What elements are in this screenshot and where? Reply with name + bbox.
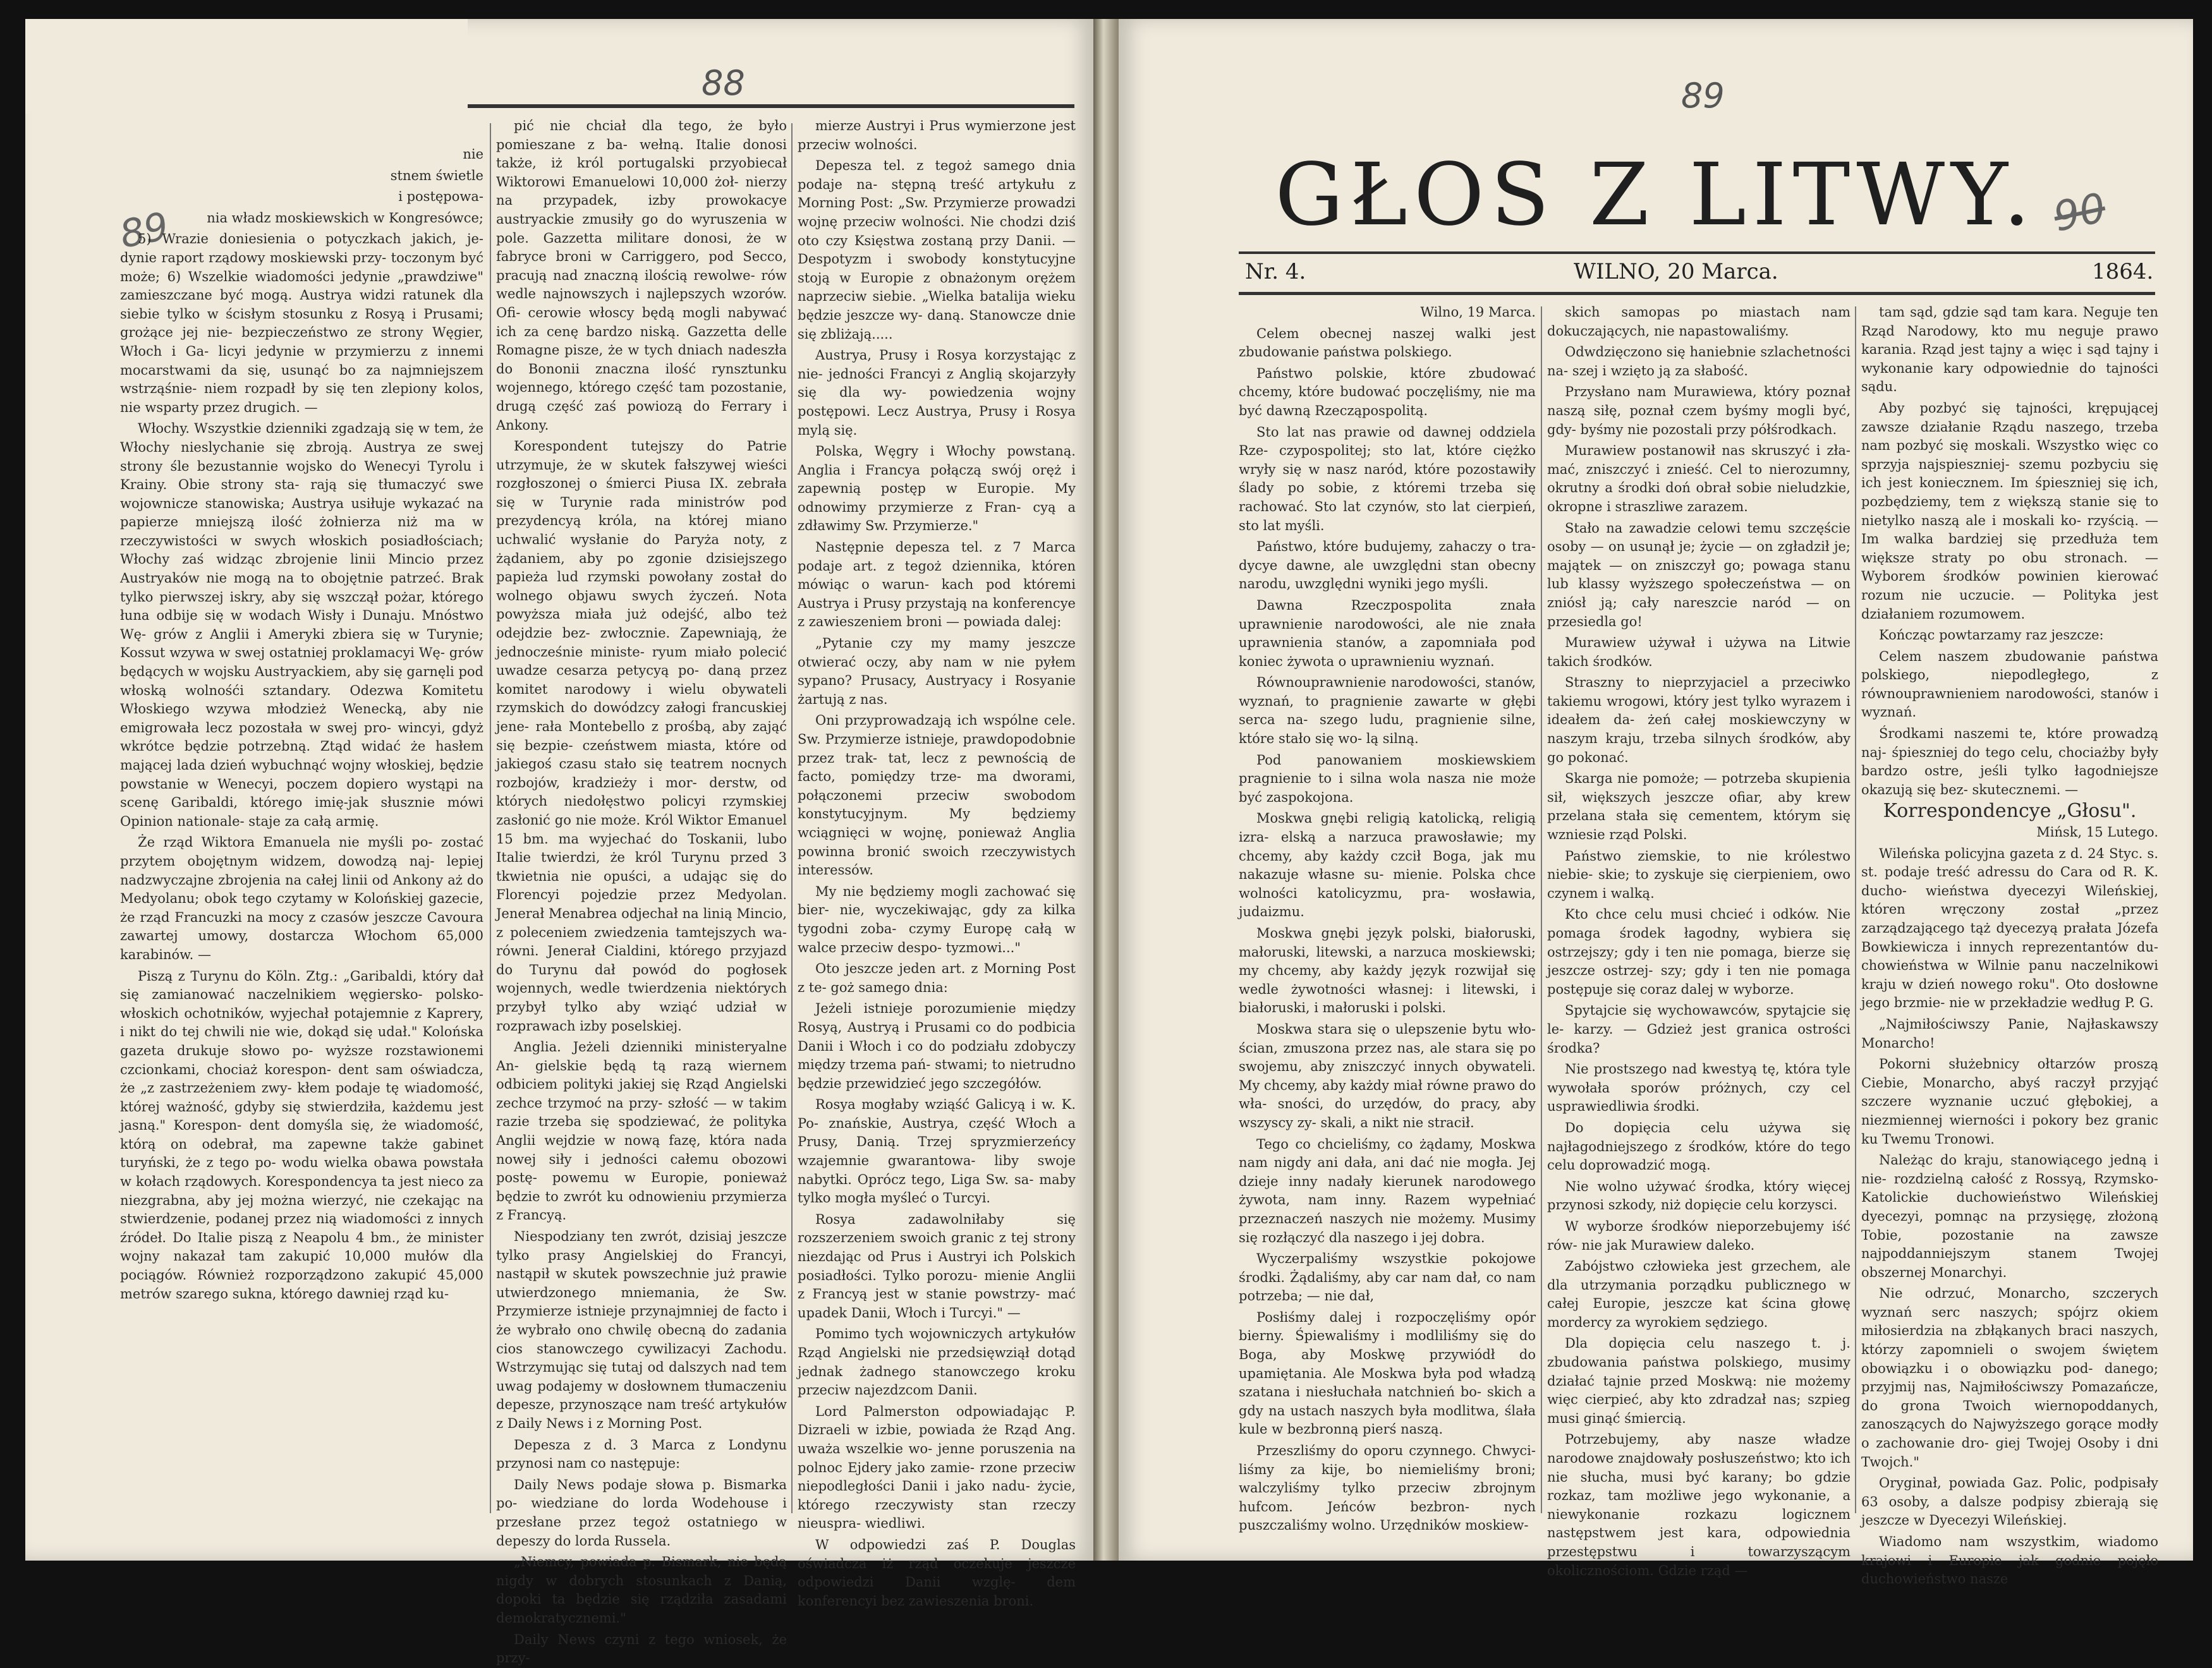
torn-area [25,19,468,114]
paragraph: Należąc do kraju, stanowiącego jedną i nie- rozdzielną całość z Rossyą, Rzymsko-Katolickie duchowieństwo Wileńskiej dyecezyi, pomnąc na przysięgę, złożoną Tobie, pozostanie na zawsze najpoddanniejszym stanem Twojej obszernej Monarchyi. [1861,1152,2158,1280]
paragraph: Do dopięcia celu używa się najłagodniejszego z środków, które do tego celu doprowadzić mogą. [1547,1120,1850,1173]
column-rule [791,123,793,1513]
paragraph: Wyczerpaliśmy wszystkie pokojowe środki. Żądaliśmy, aby car nam dał, co nam potrzeba; — nie dał, [1239,1251,1536,1304]
paragraph: Aby pozbyć się tajności, krępującej zawsze działanie Rządu naszego, trzeba nam pozbyć się moskali. Wszystko więc co sprzyja najspieszniej- szemu pozbyciu się ich jest koniecznem. Im śpieszniej się ich, pozbędziemy, tem z większą stanie się to nietylko naszą ale i moskali ko- rzyścią. — Im walka bardziej się przedłuża tem większe straty po obu stronach. — Wyborem środków powinien kierować rozum nie uczucie. — Polityka jest działaniem rozumowem. [1861,400,2158,622]
paragraph: My nie będziemy mogli zachować się bier- nie, wyczekiwając, gdy za kilka tygodni zoba- czymy Europę całą w walce przeciw despo- tyzmowi..." [798,883,1076,955]
paragraph: Anglia. Jeżeli dzienniki ministeryalne An- gielskie będą tą razą wiernem odbiciem polityki jakiej się Rząd Angielski zechce trzymoć na przy- szłość — w takim razie trzeba się spodziewać, że polityka Anglii wejdzie w nową fazę, która nada nowej siły i jedności całemu obozowi postę- powemu w Europie, ponieważ będzie to zwrót ku odnowieniu przymierza z Francyą. [496,1039,787,1223]
paragraph: Depesza tel. z tegoż samego dnia podaje na- stępną treść artykułu z Morning Post: „Sw. Przymierze prowadzi wojnę przeciw wolności. Nie chodzi dziś oto czy Księstwa zostaną przy Danii. — Despotyzm i swobody konstytucyjne stoją w Europie z obnażonym orężem naprzeciw siebie. „Wielka batalija wieku będzie jeszcze wy- daną. Stanowcze dnie się zbliżają..... [798,158,1076,342]
paragraph: Jeżeli istnieje porozumienie między Rosyą, Austryą i Prusami co do podbicia Danii i Włoch i co do podziału zdobyczy między trzema pań- stwami; to nietrudno będzie przewidzieć jego szczegółów. [798,1001,1076,1091]
paragraph: Przysłano nam Murawiewa, który poznał naszą siłę, poznał czem byśmy mogli być, gdy- byśmy nie pozostali przy półśrodkach. [1547,384,1850,437]
paragraph: W odpowiedzi zaś P. Douglas oświadcza iż rząd oczekuje jeszcze odpowiedzi Danii wzglę- dem konferencyi bez zawieszenia broni. [798,1537,1076,1609]
paragraph: Odwdzięczono się haniebnie szlachetności na- szej i wzięto ją za słabość. [1547,344,1850,378]
paragraph: Piszą z Turynu do Köln. Ztg.: „Garibaldi, który dał się zamianować naczelnikiem węgiersko- polsko-włoskich ochotników, wyjechał potajemnie z Kaprery, i nikt do tej chwili nie wie, dokąd się udał." Kolońska gazeta drukuje słowo po- wyższe rozstawionemi czcionkami, chociaż korespon- dent sam oświadcza, że „z zastrzeżeniem zwy- kłem podaje tę wiadomość, której ważność, gdyby się stwierdziła, każdemu jest jasną." Korespon- dent domyśla się, że wiadomość, którą on odebrał, ma zapewne także gabinet turyński, że z tego po- wodu wielka obawa powstała w kołach rządowych. Korespondencya ta jest nieco za niezgrabna, aby jej można wierzyć, nie czekając na stwierdzenie, podanej przez nią wiadomości z innych źródeł. Do Italie piszą z Neapolu 4 bm., że minister wojny nakazał tam zakupić 10,000 mułów dla pociągów. Również rozporządzono zakupić 45,000 metrów szarego sukna, którego dawniej rząd ku- [120,968,483,1302]
paragraph: Przeszliśmy do oporu czynnego. Chwyci- liśmy za kije, bo niemieliśmy broni; walczyliśmy tylko przeciw zbrojnym hufcom. Jeńców bezbron- nych puszczaliśmy wolno. Urzędników moskiew- [1239,1443,1536,1533]
paragraph: „Pytanie czy my mamy jeszcze otwierać oczy, aby nam w nie pyłem sypano? Prusacy, Austryacy i Rosyanie żartują z nas. [798,636,1076,707]
paragraph: Skarga nie pomoże; — potrzeba skupienia sił, większych jeszcze ofiar, aby krew przelana stała się cementem, którym się wzniesie rząd Polski. [1547,771,1850,843]
page-number: 89 [1681,76,1725,116]
paragraph: Niespodziany ten zwrót, dzisiaj jeszcze tylko prasy Angielskiej do Francyi, nastąpił w skutek powszechnie już prawie utwierdzonego mniemania, że Sw. Przymierze istnieje przynajmniej de facto i że wybrało ono chwilę obecną do zadania cios stanowczego cywilizacyi Zachodu. Wstrzymując się tutaj od dalszych nad tem uwag podajemy w dosłownem tłumaczeniu depesze, przynoszące nam treść artykułów z Daily News i z Morning Post. [496,1229,787,1431]
paragraph: Lord Palmerston odpowiadając P. Dizraeli w izbie, powiada że Rząd Ang. uważa wszelkie wo- jenne poruszenia na polnoc Ejdery jako zamie- rzone przeciw niepodległości Danii i jako nadu- życie, którego rzeczywisty stan rzeczy nieuspra- wiedliwi. [798,1403,1076,1532]
paragraph: Spytajcie się wychowawców, spytajcie się le- karzy. — Gdzież jest granica ostrości środka? [1547,1003,1850,1056]
text-column [120,145,483,1516]
paragraph: Austrya, Prusy i Rosya korzystając z nie- jedności Francyi z Anglią skojarzyły się dla wy- powiedzenia wojny postępowi. Lecz Austrya, Prusy i Rosya mylą się. [798,348,1076,438]
paragraph: stnem świetle [390,167,483,183]
paragraph: Państwo, które budujemy, zahaczy o tra- dycye dawne, ale uwzględni stan obecny narodu, uwzględni wyniki jego myśli. [1239,539,1536,592]
paragraph: Potrzebujemy, aby nasze władze narodowe znajdowały posłuszeństwo; kto ich nie słucha, musi być karany; bo gdzie rozkaz, tam możliwe jego wykonanie, a niewykonanie rozkazu logicznem następstwem jest kara, odpowiednia przestępstwu i towarzyszącym okolicznościom. Gdzie rząd — [1547,1432,1850,1578]
paragraph: 5) Wrazie doniesienia o potyczkach jakich, je- dynie raport rządowy moskiewski przy- toczonym być może; 6) Wszelkie wiadomości jedynie „prawdziwe" zamieszczane być mogą. Austrya widzi ratunek dla siebie tylko w ścisłym stosunku z Rosyą i Prusami; grożące jej nie- bezpieczeństwo ze strony Węgier, Włoch i Ga- licyi jedynie w przymierzu z innemi mocarstwami da się, usunąć bo za najmniejszem wstrząśnie- niem rozpadł by się ten zlepiony kolos, nie wsparty przez drugich. — [120,231,483,415]
issue-year: 1864. [2092,259,2154,284]
paragraph: Tego co chcieliśmy, co żądamy, Moskwa nam nigdy ani dała, ani dać nie mogła. Jej dzieje inny nadały kierunek narodowego żywota, nam inny. Razem wypełniać przeznaczeń naszych nie możemy. Musimy się rozłączyć dla naszego i jej dobra. [1239,1136,1536,1245]
paragraph: Następnie depesza tel. z 7 Marca podaje art. z tegoż dziennika, któren mówiąc o warun- kach pod któremi Austrya i Prusy przystają na konferencye z zawieszeniem broni — powiada dalej: [798,540,1076,630]
text-column [1239,303,1536,1533]
paragraph: Pokorni służebnicy ołtarzów proszą Ciebie, Monarcho, abyś raczył przyjąć szczere wyznanie uczuć głębokiej, a niezmiennej wierności i pokory bez granic ku Twemu Tronowi. [1861,1056,2158,1147]
paragraph: mierze Austryi i Prus wymierzone jest przeciw wolności. [798,118,1076,152]
column-rule [1541,306,1542,1513]
paragraph: Polska, Węgry i Włochy powstaną. Anglia i Francya połączą swój oręż i zapewnią postęp w Europie. My odnowimy przymierze z Fran- cyą a zdławimy Sw. Przymierze." [798,444,1076,534]
paragraph: Nie odrzuć, Monarcho, szczerych wyznań serc naszych; spójrz okiem miłosierdzia na zbłąkanych braci naszych, którzy zapomnieli o swojem świętem obowiązku i o obowiązku pod- danego; przyjmij nas, Najmiłościwszy Pomazańcze, do grona Twoich wiernopoddanych, zanoszących do Najwyższego gorące modły o zachowanie dro- giej Twojej Osoby i dni Twojch." [1861,1286,2158,1470]
paragraph: Oryginał, powiada Gaz. Polic, podpisały 63 osoby, a dalsze podpisy zbierają się jeszcze w Dyecezyi Wileńskiej. [1861,1475,2158,1528]
paragraph: skich samopas po miastach nam dokuczających, nie napastowaliśmy. [1547,305,1850,339]
paragraph: Rosya zadawolniłaby się rozszerzeniem swoich granic z tej strony niezdając od Prus i Austryi ich Polskich posiadłości. Tylko porozu- mienie Anglii z Francyą jest w stanie powstrzy- mać upadek Danii, Włoch i Turcyi." — [798,1211,1076,1320]
paragraph: „Niemcy, powiada p. Bismark, nie będą nigdy w dobrych stosunkach z Danią, dopoki ta będzie się rządziła zasadami demokratycznemi." [496,1554,787,1626]
paragraph: Państwo polskie, które zbudować chcemy, które budować poczęliśmy, nie ma być dawną Rzecząpospolitą. [1239,365,1536,418]
masthead-title: GŁOS Z LITWY. [1275,145,2037,245]
left-page [25,19,1093,1666]
text-column [798,117,1076,1609]
text-column [1861,303,2158,1587]
paragraph: W wyborze środków nieporzebujemy iść rów- nie jak Murawiew daleko. [1547,1218,1850,1253]
header-rule [461,104,1074,108]
paragraph: Posłiśmy dalej i rozpoczęliśmy opór bierny. Śpiewaliśmy i modliliśmy się do Boga, aby Moskwę przywiódł do upamiętania. Ale Moskwa była pod władzą szatana i niesłuchała natchnień bo- skich a gdy na ustach naszych była modlitwa, ślała kule w bezbronną pierś naszą. [1239,1309,1536,1437]
paragraph: Rosya mogłaby wziąść Galicyą i w. K. Po- znańskie, Austrya, część Włoch a Prusy, Danią. Trzej spryzmierzeńcy wzajemnie gwarantowa- liby swoje nabytki. Oprócz tego, Liga Sw. sa- maby tylko mogła myśleć o Turcyi. [798,1097,1076,1206]
paragraph: Dawna Rzeczpospolita znała uprawnienie narodowości, ale nie znała uprawnienia stanów, a zapomniała pod koniec żywota o uprawnieniu wyznań. [1239,597,1536,669]
paragraph: Moskwa stara się o ulepszenie bytu wło- ścian, zmuszona przez nas, ale stara się po swojemu, aby zniszczyć innych obywateli. My chcemy, aby każdy miał równe prawo do wła- sności, do urzędów, do pracy, aby wszyscy zy- skali, a nikt nie stracił. [1239,1021,1536,1130]
margin-mark: 90 [2050,184,2110,241]
paragraph: Kto chce celu musi chcieć i odków. Nie pomaga środek łagodny, wybiera się ostrzejszy; gdy i ten nie pomaga, bierze się jeszcze ostrzej- szy; gdy i ten nie pomaga postępuje się coraz dalej w wyborze. [1547,907,1850,997]
paragraph: nia władz moskiewskich w Kongresówce; [207,210,483,226]
paragraph: Moskwa gnębi religią katolicką, religią izra- elską a narzuca prawosławie; my chcemy, aby każdy czcił Boga, jak mu nakazuje własne su- mienie. Polska chce wolności katolicyzmu, pra- wosławia, judaizmu. [1239,811,1536,920]
column-rule [490,123,491,1513]
paragraph: nie [463,147,483,162]
paragraph: Włochy. Wszystkie dzienniki zgadzają się w tem, że Włochy nieslychanie się zbroją. Austrya ze swej strony śle bezustannie wojsko do Wenecyi Tyrolu i Krainy. Obie strony sta- rają się tłumaczyć swe wojownicze stanowiska; Austrya usiłuje wykazać na papierze mniejszą ilość żołnierza niż ma w rzeczywistości w swych włoskich posiadłościach; Włochy zaś widząc zbrojenie linii Mincio przez Austryaków nie mogą na to obojętnie patrzeć. Brak tylko pierwszej iskry, aby się wszczął pożar, którego łuna odbije się w wodach Wisły i Dunaju. Mnóstwo Wę- grów z Anglii i Ameryki zbiera się w Turynie; Kossut wzywa w swej ostatniej proklamacyi Wę- grów będących w wojsku Austryackiem, aby się garnęli pod włoską wolnośći sztandary. Odezwa Komitetu Włoskiego wzywa młodzież Wenecką, aby nie emigrowała lecz pozostała w swej pro- wincyi, gdyż wkrótce będzie potrzebną. Ztąd widać że hasłem mającej lada dzień wybuchnąć wojny włoskiej, będzie powstanie w Wenecyi, poczem dopiero wystąpi na scenę Garibaldi, którego imię-jak słusznie mówi Opinion nationale- staje za całą armię. [120,421,483,829]
paragraph: Nie wolno używać środka, który więcej przynosi szkody, niż dopięcie celu korzysci. [1547,1178,1850,1213]
page-number: 88 [702,63,745,103]
paragraph: Państwo ziemskie, to nie królestwo niebie- skie; to zyskuje się cierpieniem, owo czynem i walką. [1547,848,1850,901]
paragraph: Równouprawnienie narodowości, stanów, wyznań, to pragnienie zawarte w głębi serca na- szego ludu, pragnienie silne, które stało się wo- lą silną. [1239,675,1536,747]
paragraph: Wileńska policyjna gazeta z d. 24 Styc. s. st. podaje treść adressu do Cara od R. K. ducho- wieństwa dyecezyi Wileńskiej, któren wręczony został „przez zarządzającego tąż dyecezyą prałata Józefa Bowkiewicza i innych reprezentantów du- chowieństwa w Wilnie panu naczelnikowi kraju w dzień nowego roku". Oto dosłowne jego brzmie- nie w przekładzie według P. G. [1861,845,2158,1011]
paragraph: tam sąd, gdzie sąd tam kara. Neguje ten Rząd Narodowy, kto mu neguje prawo karania. Rząd jest tajny a więc i sąd tajny i wykonanie kary odpowiednie do tajności sądu. [1861,305,2158,395]
paragraph: Środkami naszemi te, które prowadzą naj- śpieszniej do tego celu, chociażby były bardzo ostre, jeśli tylko łagodniejsze okazują się bez- skutecznemi. — [1861,726,2158,797]
paragraph: Daily News podaje słowa p. Bismarka po- wiedziane do lorda Wodehouse i przesłane przez tegoż ostatniego w depeszy do lorda Russela. [496,1477,787,1549]
right-page [1119,19,2193,1587]
paragraph: „Najmiłościwszy Panie, Najłaskawszy Monarcho! [1861,1016,2158,1051]
paragraph: Murawiew postanowił nas skruszyć i zła- mać, zniszczyć i znieść. Cel to nierozumny, okrutny a środki doń obrał sobie nieludzkie, okropne i straszliwe zarazem. [1547,443,1850,514]
paragraph: Nie prostszego nad kwestyą tę, która tyle wywołała sporów próżnych, czy cel usprawiedliwia środki. [1547,1061,1850,1115]
issue-number: Nr. 4. [1245,259,1306,284]
paragraph: Murawiew używał i używa na Litwie takich środków. [1547,635,1850,669]
paragraph: Zabójstwo człowieka jest grzechem, ale dla utrzymania porządku publicznego w całej Europie, jeszcze kat ścina głowę mordercy za wyrokiem sędziego. [1547,1259,1850,1330]
paragraph: pić nie chciał dla tego, że było pomieszane z ba- wełną. Italie donosi także, iż król portugalski przyobiecał Wiktorowi Emanuelowi 10,000 żoł- nierzy na przypadek, izby prowokacye austryackie zmusiły go do wyruszenia w pole. Gazzetta militare donosi, że w fabryce broni w Carriggero, pod Secco, pracują nad znaczną ilością rewolwe- rów wedle najnowszych i najlepszych wzorów. Ofi- cerowie włoscy będą mogli nabywać ich za cenę bardzo niską. Gazzetta delle Romagne pisze, że w tych dniach nadeszła do Bononii znaczna ilość rynsztunku wojennego, którego część tam pozostanie, drugą część zaś powiozą do Ferrary i Ankony. [496,118,787,433]
paragraph: Mińsk, 15 Lutego. [2036,825,2158,840]
issue-dateline: WILNO, 20 Marca. [1574,259,1778,284]
paragraph: Stało na zawadzie celowi temu szczęście osoby — on usunął je; życie — on zgładził je; majątek — on zniszczył go; powaga stanu lub klassy wyższego społeczeństwa — on zniósł ją; cały nareszcie naród — on przesiedla go! [1547,520,1850,629]
paragraph: Kończąc powtarzamy raz jeszcze: [1879,627,2104,643]
paragraph: Celem naszem zbudowanie państwa polskiego, niepodległego, z równouprawnieniem narodowości, stanów i wyznań. [1861,648,2158,720]
paragraph: Moskwa gnębi język polski, białoruski, małoruski, litewski, a narzuca moskiewski; my chcemy, aby każdy język rozwijał się wedle żywotności własnej: i litewski, i białoruski, i małoruski i polski. [1239,926,1536,1016]
masthead-rule-bottom [1239,292,2155,295]
paragraph: Celem obecnej naszej walki jest zbudowanie państwa polskiego. [1239,325,1536,360]
paragraph: Wiadomo nam wszystkim, wiadomo krajowi i Europie jak godnie pojęło duchowieństwo nasze [1861,1534,2158,1587]
masthead-rule-top [1239,251,2155,254]
paragraph: Że rząd Wiktora Emanuela nie myśli po- zostać przytem obojętnym widzem, dowodzą naj- lepiej nadzwyczajne zbrojenia na całej linii od Ankony aż do Medyolanu; obok tego czytamy w Kolońskiej gazecie, że rząd Francuzki na mocy z czasów jeszcze Cavoura zawartej umowy, dostarcza Włochom 65,000 karabinów. — [120,835,483,962]
paragraph: Sto lat nas prawie od dawnej oddziela Rze- czypospolitej; sto lat, które ciężko wryły się w nasz naród, które pozostawiły ślady po sobie, z któremi trzeba się rachować. Sto lat czynów, sto lat cierpień, sto lat myśli. [1239,424,1536,533]
book-spine [1093,19,1119,1561]
paragraph: Depesza z d. 3 Marca z Londynu przynosi nam co następuje: [496,1437,787,1472]
paragraph: Daily News czyni z tego wniosek, że przy- [496,1631,787,1666]
paragraph: i postępowa- [398,189,483,205]
paragraph: Wilno, 19 Marca. [1420,305,1536,320]
text-column [496,117,787,1666]
paragraph: Pomimo tych wojowniczych artykułów Rząd Angielski nie przedsięwziął dotąd jednak żadnego stanowczego kroku przeciw najezdzcom Danii. [798,1326,1076,1398]
margin-mark: 89 [116,203,173,258]
paragraph: Oni przyprowadzają ich wspólne cele. Sw. Przymierze istnieje, prawdopodobnie przez trak- tat, lecz z pewnością de facto, pomiędzy trze- ma dworami, połączonemi przeciw swobodom konstytucyjnym. My będziemy wciągnięci w wojnę, ponieważ Anglia powinna bronić swoich rzeczywistych interessów. [798,713,1076,878]
paragraph: Pod panowaniem moskiewskiem pragnienie to i silna wola nasza nie może być zaspokojona. [1239,752,1536,805]
paragraph: Dla dopięcia celu naszego t. j. zbudowania państwa polskiego, musimy działać tajnie przed Moskwą: nie możemy więc cierpieć, aby kto zdradzał nas; szpieg musi ginąć śmiercią. [1547,1336,1850,1426]
paragraph: Straszny to nieprzyjaciel a przeciwko takiemu wrogowi, który jest tylko wyrazem i ideałem da- żeń całej moskiewczyny w naszym kraju, trzeba silnych środków, aby go pokonać. [1547,675,1850,765]
text-column [1547,303,1850,1578]
paragraph: Korrespondencye „Głosu". [1883,800,2137,823]
paragraph: Oto jeszcze jeden art. z Morning Post z te- goż samego dnia: [798,961,1076,995]
paragraph: Korespondent tutejszy do Patrie utrzymuje, że w skutek fałszywej wieści rozgłoszonej o śmierci Piusa IX. zebrała się w Turynie rada ministrów pod prezydencyą króla, na której miano uchwalić wysłanie do Paryża noty, z żądaniem, aby po zgonie dzisiejszego papieża lud rzymski powołany został do wolnego objawu swych życzeń. Nota powyższa miała już odejść, albo też odejdzie bez- zwłocznie. Zapewniają, że jednocześnie ministe- ryum miało polecić uwadze cesarza petycyą po- daną przez komitet narodowy i wielu obywateli rzymskich do dowódzcy załogi francuskiej jene- rała Montebello z prośbą, aby zająć się bezpie- czeństwem miasta, które od jakiegoś czasu stało się teatrem nocnych rozbojów, kradzieży i mor- derstw, od których niedołęstwo policyi rzymskiej zasłonić go nie może. Król Wiktor Emanuel 15 bm. ma wyjechać do Toskanii, lubo Italie twierdzi, że król Turynu przed 3 tkwietnia nie opuści, a udając się do Florencyi pojedzie przez Medyolan. Jenerał Menabrea odjechał na linią Mincio, z poleceniem zwiedzenia tamtejszych wa- równi. Jenerał Cialdini, którego przyjazd do Turynu dał powód do pogłosek wojennych, wedle twierdzenia niektórych przybył tylko aby wziąć udział w rozprawach izby poselskiej. [496,438,787,1034]
column-rule [1855,306,1856,1513]
